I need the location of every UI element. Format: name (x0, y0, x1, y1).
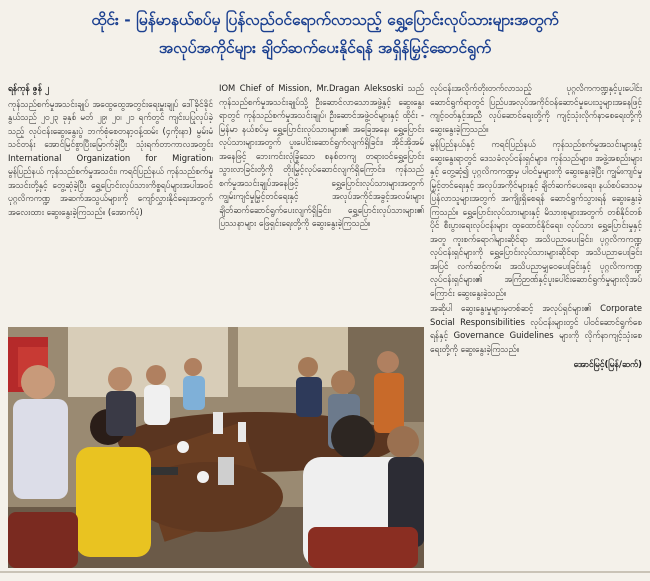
dateline: ရန်ကုန် ဇွန် ၂ (8, 83, 49, 93)
headline-line-1: ထိုင်း - မြန်မာနယ်စပ်မှ ပြန်လည်ဝင်ရောက်လာသည့် ရွှေ့ပြောင်းလုပ်သားများအတွက် (91, 11, 559, 29)
column3-paragraph-3: အဆိုပါ ဆွေးနွေးမှုများမှတစ်ဆင့် အလုပ်ရှင်များ၏ Corporate Social Responsibilities လုပ်ငန်းများတွင် ပါဝင်ဆောင်ရွက်စေရန်နှင့် Governance Guidelines များကို လိုက်နာကျင့်သုံးစေရေးတို့ကို ဆွေးနွေးခဲ့ကြသည်။ (430, 303, 642, 354)
headline (0, 0, 650, 70)
meeting-photo (8, 327, 424, 568)
page-bottom-rule (0, 571, 650, 573)
meeting-photo-illustration (8, 327, 424, 568)
column3-paragraph-1: လုပ်ငန်းအလိုက်တိုးတက်လာသည့် ပုဂ္ဂလိကကဏ္ဍနှင့်ပူးပေါင်းဆောင်ရွက်ရာတွင် ပြည်ပအလုပ်အကိုင်ဝန်ဆောင်မှုပေးသူများအနေဖြင့် ကျင့်ဝတ်နှင့်အညီ လုပ်ဆောင်ရေးတို့ကို ကျင့်သုံးလိုက်နာစေရေးတို့ကို ဆွေးနွေးခဲ့ကြသည်။ (430, 83, 642, 134)
column3-paragraph-2: မွန်ပြည်နယ်နှင့် ကရင်ပြည်နယ် ကုန်သည်စက်မှုအသင်းများနှင့် ဆွေးနွေးရာတွင် ဒေသခံလုပ်ငန်းရှင်များ၊ ကုန်သည်များ၊ အဖွဲ့အစည်းများနှင့် တွေ့ဆုံ၍ ပုဂ္ဂလိကကဏ္ဍမှ ပါဝင်မှုများကို ဆွေးနွေးခဲ့ပြီး ကျွမ်းကျင်မှုမြှင့်တင်ရေးနှင့် အလုပ်အကိုင်များနှင့် ချိတ်ဆက်ပေးရေး၊ နယ်စပ်ဒေသမှ ပြန်လာသူများအတွက် အကျိုးရှိစေရန် ဆောင်ရွက်သွားရန် ဆွေးနွေးခဲ့ကြသည်။ ရွှေ့ပြောင်းလုပ်သားများနှင့် မိသားစုများအတွက် တစ်နိုင်တစ်ပိုင် စီးပွားရေးလုပ်ငန်းများ ထူထောင်နိုင်ရေး၊ လုပ်သား ရွှေ့ပြောင်းမှုနှင့်အတူ ကူးစက်ရောဂါများဆိုင်ရာ အသိပညာပေးခြင်း၊ ပုဂ္ဂလိကကဏ္ဍလုပ်ငန်းရှင်များကို ရွှေ့ပြောင်းလုပ်သားများဆိုင်ရာ အသိပညာပေးခြင်းအပြင် လက်ဆင့်ကမ်း အသိပညာမျှဝေပေးခြင်းနှင့် ပုဂ္ဂလိကကဏ္ဍ လုပ်ငန်းရှင်များ၏ အကြံဉာဏ်နှင့်ပူးပေါင်းဆောင်ရွက်မှုများလိုအပ်ကြောင်း ဆွေးနွေးခဲ့သည်။ (430, 139, 642, 298)
article-column-3 (430, 82, 642, 578)
reporter-signature: အောင်မြင့်(မြန်/ဆက်) (573, 359, 642, 369)
column2-paragraph-1: IOM Chief of Mission, Mr.Dragan Aleksoski သည် ကုန်သည်စက်မှုအသင်းချုပ်သို့ ဦးဆောင်လာသောအဖွဲ့နှင့် ဆွေးနွေးရာတွင် ကုန်သည်စက်မှုအသင်းချုပ်၊ ဦးဆောင်အဖွဲ့ဝင်များနှင့် ထိုင်း - မြန်မာ နယ်စပ်မှ ရွှေ့ပြောင်းလုပ်သားများ၏ အခြေအနေ၊ ရွှေ့ပြောင်းလုပ်သားများအတွက် ပူးပေါင်းဆောင်ရွက်လျက်ရှိခြင်း၊ အိုင်အိုအမ်အနေဖြင့် ဘေးကင်းလုံခြုံသော စနစ်တကျ တရားဝင်ရွှေ့ပြောင်းသွားလာခြင်းတို့ကို တိုးမြှင့်လုပ်ဆောင်လျက်ရှိကြောင်း၊ ကုန်သည်စက်မှုအသင်းချုပ်အနေဖြင့် ရွှေ့ပြောင်းလုပ်သားများအတွက် ကျွမ်းကျင်မှုမြှင့်တင်ရေးနှင့် အလုပ်အကိုင်အခွင့်အလမ်းများ ချိတ်ဆက်ဆောင်ရွက်ပေးလျက်ရှိခြင်း၊ ရွှေ့ပြောင်းလုပ်သားများ၏ ပြဿနာများ ဖြေရှင်းရေးတို့ကို ဆွေးနွေးခဲ့ကြသည်။ (219, 83, 424, 228)
article-column-1 (8, 82, 213, 324)
column1-paragraph-1: ကုန်သည်စက်မှုအသင်းချုပ် အထွေထွေအတွင်းရေးမှူးချုပ် ဒေါ်ခိုင်ခိုင်နွယ်သည် ၂၀၂၃ ခုနှစ် မတ် ၂၉၊ ၂၀၊ ၂၁ ရက်တွင် ကျင်းပပြုလုပ်ခဲ့သည့် လုပ်ငန်းဆွေးနွေးပွဲ ဘက်စုံစေတနာ့ဝန့်ထမ်း (၄ကိုးနာ) မွမ်းမံသင်တန်း အောင်မြင်စွာပြီးမြောက်ခဲ့ပြီး သုံးရက်တာကာလအတွင်း International Organization for Migration၊ မွန်ပြည်နယ် ကုန်သည်စက်မှုအသင်း၊ ကရင်ပြည်နယ် ကုန်သည်စက်မှုအသင်းတို့နှင့် တွေ့ဆုံခဲ့ပြီး ရွှေ့ပြောင်းလုပ်သားကိစ္စရပ်များအပါအဝင် ပုဂ္ဂလိကကဏ္ဍ အဆက်အသွယ်များကို ကျော်လွှားနိုင်ရေးအတွက် အလေးထား ဆွေးနွေးခဲ့ကြသည်။ (အောက်ပုံ) (8, 98, 213, 217)
article-column-2 (219, 82, 424, 324)
headline-line-2: အလုပ်အကိုင်များ ချိတ်ဆက်ပေးနိုင်ရန် အရှိန်မြှင့်ဆောင်ရွက် (158, 39, 492, 57)
